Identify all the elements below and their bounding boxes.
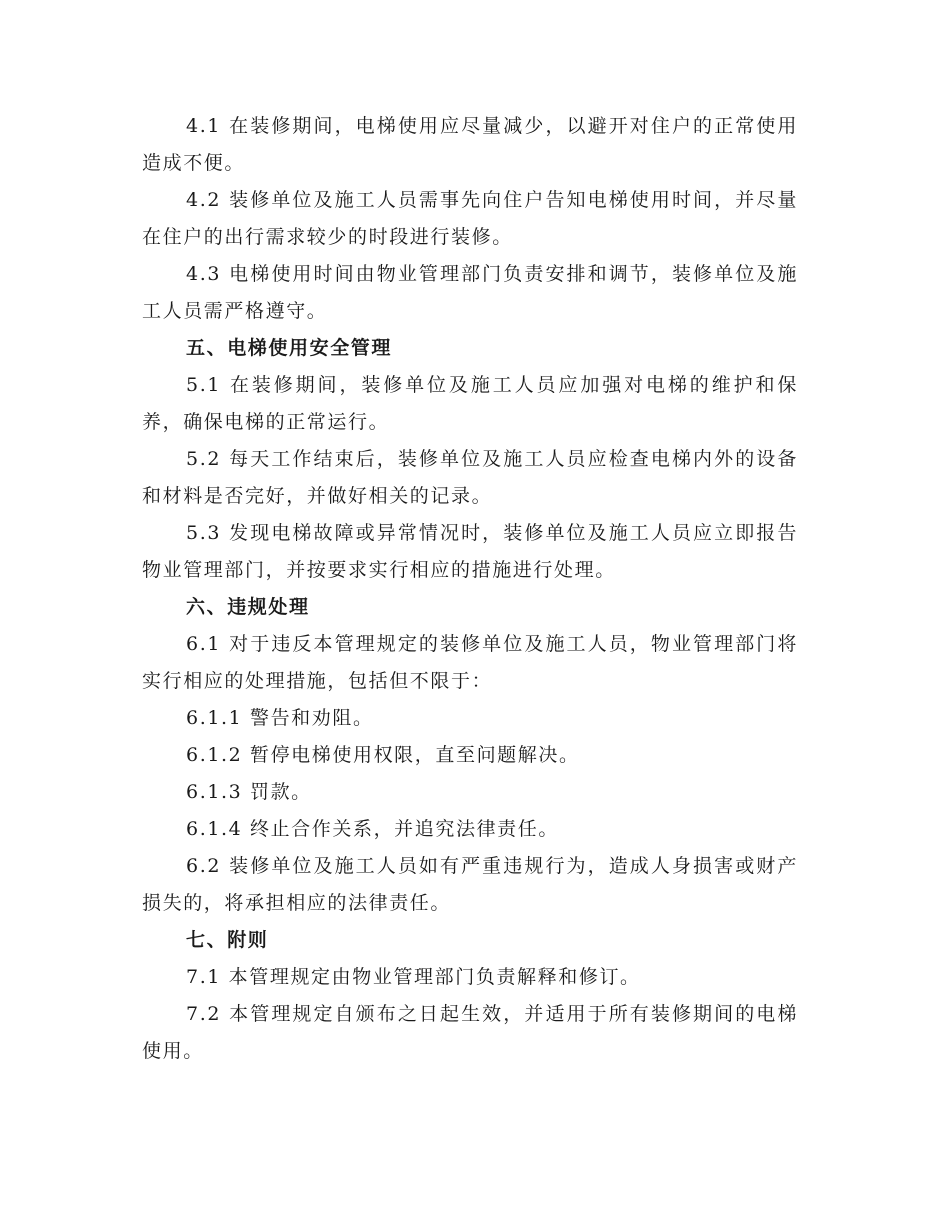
paragraph-5-1: 5.1 在装修期间，装修单位及施工人员应加强对电梯的维护和保养，确保电梯的正常运行。 — [142, 374, 798, 433]
paragraph-5-3: 5.3 发现电梯故障或异常情况时，装修单位及施工人员应立即报告物业管理部门，并按要求实行相应的措施进行处理。 — [142, 522, 798, 581]
paragraph-6-1-3: 6.1.3 罚款。 — [186, 781, 312, 803]
paragraph-4-3: 4.3 电梯使用时间由物业管理部门负责安排和调节，装修单位及施工人员需严格遵守。 — [142, 263, 798, 322]
paragraph-6-2: 6.2 装修单位及施工人员如有严重违规行为，造成人身损害或财产损失的，将承担相应的法律责任。 — [142, 855, 798, 914]
paragraph-4-1: 4.1 在装修期间，电梯使用应尽量减少，以避开对住户的正常使用造成不便。 — [142, 115, 798, 174]
section-heading-5: 五、电梯使用安全管理 — [186, 337, 393, 359]
paragraph-7-1: 7.1 本管理规定由物业管理部门负责解释和修订。 — [186, 966, 641, 988]
paragraph-6-1: 6.1 对于违反本管理规定的装修单位及施工人员，物业管理部门将实行相应的处理措施，包括但不限于： — [142, 633, 798, 692]
paragraph-7-2: 7.2 本管理规定自颁布之日起生效，并适用于所有装修期间的电梯使用。 — [142, 1003, 798, 1062]
paragraph-6-1-4: 6.1.4 终止合作关系，并追究法律责任。 — [186, 818, 559, 840]
section-heading-7: 七、附则 — [186, 929, 269, 951]
paragraph-4-2: 4.2 装修单位及施工人员需事先向住户告知电梯使用时间，并尽量在住户的出行需求较少的时段进行装修。 — [142, 189, 798, 248]
section-heading-6: 六、违规处理 — [186, 596, 310, 618]
paragraph-5-2: 5.2 每天工作结束后，装修单位及施工人员应检查电梯内外的设备和材料是否完好，并做好相关的记录。 — [142, 448, 798, 507]
document-body — [142, 108, 798, 1070]
paragraph-6-1-2: 6.1.2 暂停电梯使用权限，直至问题解决。 — [186, 744, 580, 766]
paragraph-6-1-1: 6.1.1 警告和劝阻。 — [186, 707, 374, 729]
